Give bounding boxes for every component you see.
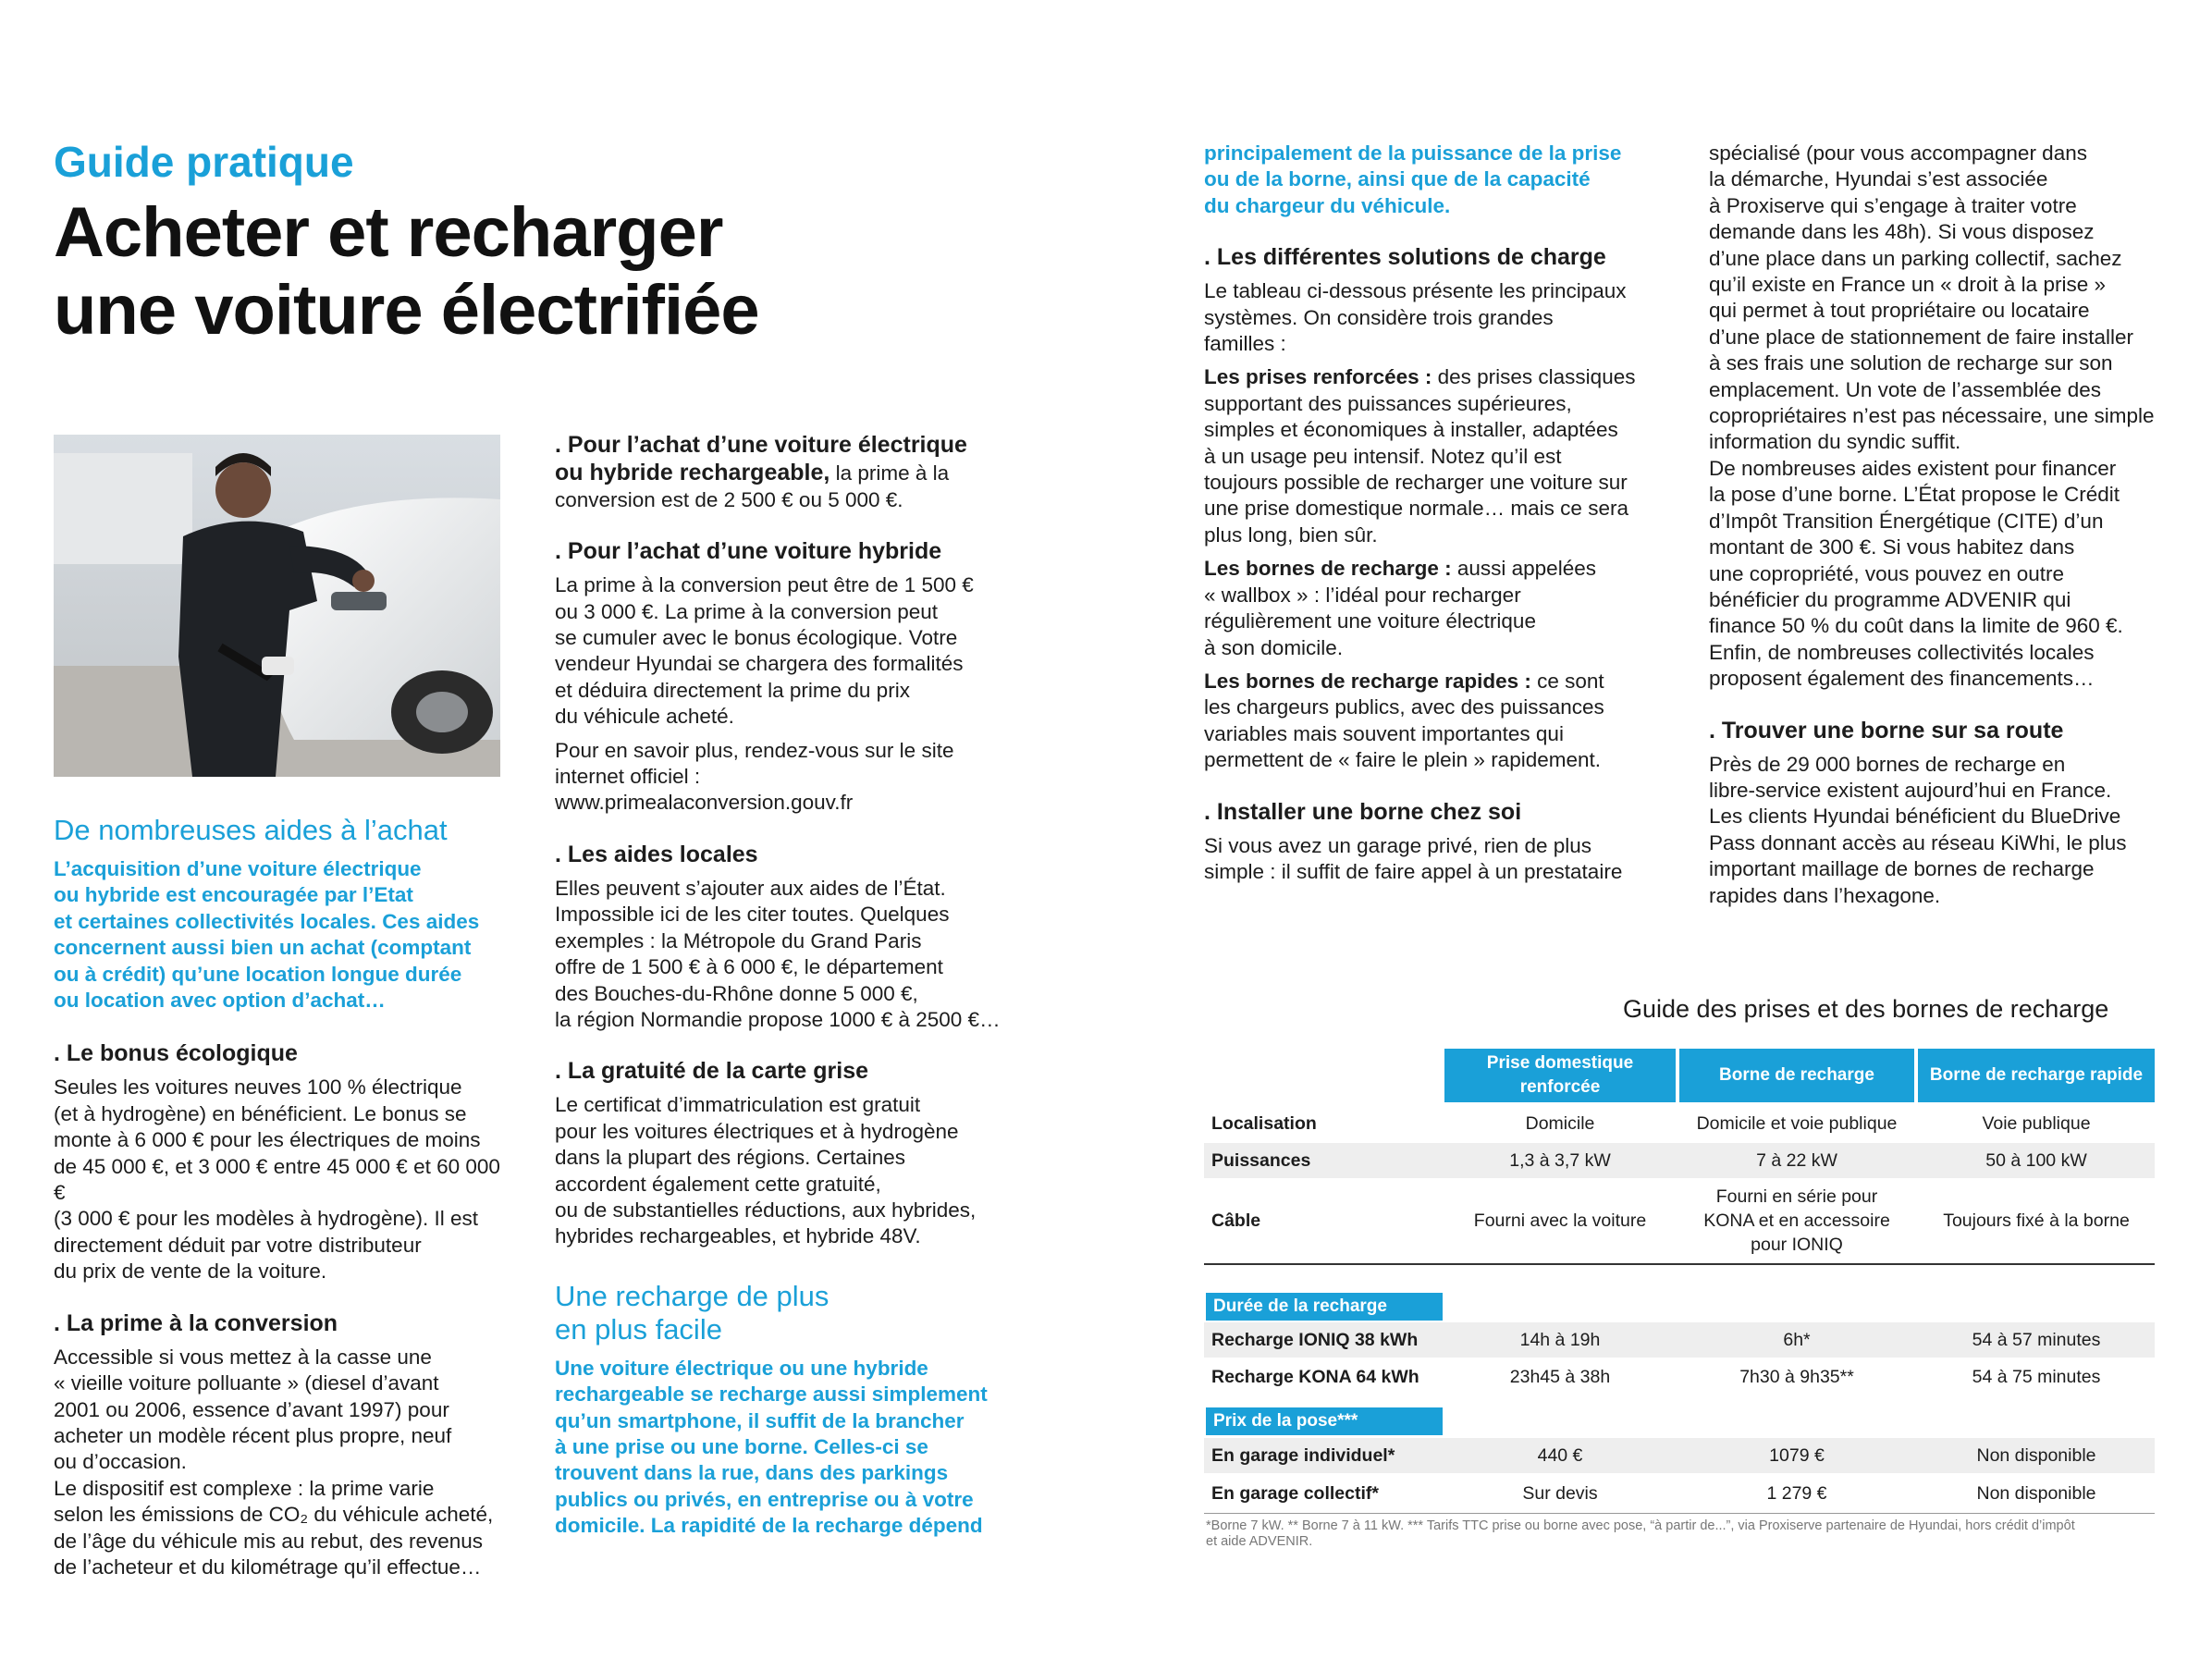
rapides-paragraph	[1204, 669, 1657, 774]
column-installation	[1709, 141, 2162, 916]
table-section-duree: Durée de la recharge	[1206, 1293, 1443, 1321]
bornes-label: Les bornes de recharge :	[1204, 557, 1452, 581]
prime-text: Accessible si vous mettez à la casse une « vieille voiture polluante » (diesel d’avant 2001 ou 2006, essence d’avant 1997) pour acheter un modèle récent plus propre, neuf ou d’occasion. Le dispositif est complexe : la prime varie selon les émissions de CO₂ du véhicule acheté, de l’âge du véhicule mis au rebut, des revenus de l’acheteur et du kilométrage qu’il effectue…	[54, 1345, 494, 1579]
table-header-borne: Borne de recharge	[1679, 1049, 1914, 1102]
elec-paragraph	[555, 431, 1008, 513]
table-row-garage-individuel	[1204, 1438, 2155, 1473]
table-cell: 1 279 €	[1766, 1483, 1827, 1504]
title-line-1: Acheter et recharger	[54, 193, 723, 272]
prises-text: des prises classiques supportant des puissances supérieures, simples et économiques à installer, adaptées à un usage peu intensif. Notez qu’il est toujours possible de recharger une voiture sur une prise domestique normale… mais ce sera plus long, bien sûr.	[1204, 365, 1636, 547]
table-bottom-rule	[1204, 1513, 2155, 1514]
solutions-text: Le tableau ci-dessous présente les principaux systèmes. On considère trois grandes familles :	[1204, 279, 1627, 356]
row-label: Localisation	[1211, 1113, 1317, 1134]
table-row-ioniq	[1204, 1322, 2155, 1358]
table-cell: 54 à 57 minutes	[1972, 1330, 2101, 1350]
column-aides	[54, 814, 516, 1588]
local-text: Elles peuvent s’ajouter aux aides de l’État. Impossible ici de les citer toutes. Quelques exemples : la Métropole du Grand Paris offre de 1 500 € à 6 000 €, le département des Bouches-du-Rhône donne 5 000 €, la région Normandie propose 1000 € à 2500 €…	[555, 876, 1001, 1031]
hybrid-title: . Pour l’achat d’une voiture hybride	[555, 538, 942, 565]
table-row-localisation	[1204, 1106, 2155, 1141]
column-primes	[555, 431, 1008, 1540]
photo-illustration	[54, 435, 500, 777]
table-row-puissances	[1204, 1143, 2155, 1178]
table-cell: 1,3 à 3,7 kW	[1509, 1150, 1611, 1171]
prises-paragraph	[1204, 364, 1657, 548]
table-header-prise: Prise domestique renforcée	[1444, 1049, 1676, 1102]
column-solutions	[1204, 141, 1657, 892]
table-row-kona	[1204, 1359, 2155, 1395]
route-title: . Trouver une borne sur sa route	[1709, 717, 2064, 743]
bornes-text: aussi appelées « wallbox » : l’idéal pour recharger régulièrement une voiture électrique à son domicile.	[1204, 557, 1596, 659]
table-cell: Non disponible	[1976, 1483, 2096, 1504]
table-footnote: *Borne 7 kW. ** Borne 7 à 11 kW. *** Tarifs TTC prise ou borne avec pose, “à partir de...”, via Proxiserve partenaire de Hyundai, hors crédit d’impôt et aide ADVENIR.	[1206, 1518, 2075, 1549]
section-heading-aides: De nombreuses aides à l’achat	[54, 814, 448, 846]
prises-label: Les prises renforcées :	[1204, 365, 1432, 389]
table-header-borne-rapide: Borne de recharge rapide	[1918, 1049, 2155, 1102]
hybrid-text: La prime à la conversion peut être de 1 500 € ou 3 000 €. La prime à la conversion peut se cumuler avec le bonus écologique. Votre vendeur Hyundai se chargera des formalités et déduira directement la prime du prix du véhicule acheté.	[555, 573, 974, 729]
table-cell: 54 à 75 minutes	[1972, 1367, 2101, 1387]
bornes-paragraph	[1204, 556, 1657, 661]
row-label: Puissances	[1211, 1150, 1311, 1171]
more-info-text: Pour en savoir plus, rendez-vous sur le site internet officiel : www.primealaconversion.gouv.fr	[555, 738, 954, 815]
installation-text: spécialisé (pour vous accompagner dans la démarche, Hyundai s’est associée à Proxiserve qui s’engage à traiter votre demande dans les 48h). Si vous disposez d’une place dans un parking collectif, sachez qu’il existe en France un « droit à la prise » qui permet à tout propriétaire ou locataire d’une place de stationnement de faire installer à ses frais une solution de recharge sur son emplacement. Un vote de l’assemblée des copropriétaires n’est pas nécessaire, une simple information du syndic suffit. De nombreuses aides existent pour financer la pose d’une borne. L’État propose le Crédit d’Impôt Transition Énergétique (CITE) d’un montant de 300 €. Si vous habitez dans une copropriété, vous pouvez en outre bénéficier du programme ADVENIR qui finance 50 % du coût dans la limite de 960 €. Enfin, de nombreuses collectivités locales proposent également des financements…	[1709, 141, 2155, 691]
hero-photo	[54, 435, 500, 777]
carte-grise-title: . La gratuité de la carte grise	[555, 1058, 869, 1085]
row-label: Recharge IONIQ 38 kWh	[1211, 1330, 1419, 1350]
row-label: En garage collectif*	[1211, 1483, 1379, 1504]
table-cell: Toujours fixé à la borne	[1943, 1210, 2130, 1231]
solutions-title: . Les différentes solutions de charge	[1204, 244, 1606, 271]
table-cell: Sur devis	[1522, 1483, 1598, 1504]
route-text: Près de 29 000 bornes de recharge en libre-service existent aujourd’hui en France. Les clients Hyundai bénéficient du BlueDrive Pass donnant accès au réseau KiWhi, le plus important maillage de bornes de recharge rapides dans l’hexagone.	[1709, 752, 2127, 907]
table-divider	[1204, 1263, 2155, 1265]
table-cell: Domicile	[1525, 1113, 1595, 1134]
table-cell: 6h*	[1783, 1330, 1811, 1350]
table-cell: 14h à 19h	[1519, 1330, 1601, 1350]
table-cell: 1079 €	[1769, 1445, 1825, 1466]
section-heading-recharge: Une recharge de plus en plus facile	[555, 1279, 830, 1346]
rapides-label: Les bornes de recharge rapides :	[1204, 669, 1531, 693]
rapides-text: ce sont les chargeurs publics, avec des puissances variables mais souvent importantes qui permettent de « faire le plein » rapidement.	[1204, 669, 1604, 772]
row-label: Câble	[1211, 1210, 1261, 1231]
title-line-2: une voiture électrifiée	[54, 271, 759, 350]
table-cell: 7 à 22 kW	[1756, 1150, 1837, 1171]
table-cell: Non disponible	[1976, 1445, 2096, 1466]
carte-grise-text: Le certificat d’immatriculation est gratuit pour les voitures électriques et à hydrogène dans la plupart des régions. Certaines accordent également cette gratuité, ou de substantielles réductions, aux hybrides, hybrides rechargeables, et hybride 48V.	[555, 1093, 977, 1248]
table-row-garage-collectif	[1204, 1476, 2155, 1511]
kicker: Guide pratique	[54, 138, 354, 186]
table-cell: 50 à 100 kW	[1985, 1150, 2087, 1171]
bonus-title: . Le bonus écologique	[54, 1040, 298, 1067]
table-cell: Fourni en série pour KONA et en accessoire pour IONIQ	[1703, 1186, 1890, 1255]
table-title: Guide des prises et des bornes de recharge	[1623, 995, 2109, 1023]
page-title	[54, 194, 759, 350]
table-cell: Voie publique	[1982, 1113, 2091, 1134]
elec-title: . Pour l’achat d’une voiture électrique ou hybride rechargeable,	[555, 432, 967, 486]
install-title: . Installer une borne chez soi	[1204, 798, 1522, 825]
row-label: Recharge KONA 64 kWh	[1211, 1367, 1419, 1387]
bonus-text: Seules les voitures neuves 100 % électrique (et à hydrogène) en bénéficient. Le bonus se monte à 6 000 € pour les électriques de moins de 45 000 €, et 3 000 € entre 45 000 € et 60 000 € (3 000 € pour les modèles à hydrogène). Il est directement déduit par votre distributeur du prix de vente de la voiture.	[54, 1075, 500, 1284]
table-section-prix: Prix de la pose***	[1206, 1407, 1443, 1435]
table-cell: 440 €	[1537, 1445, 1583, 1466]
elec-text: la prime à la conversion est de 2 500 € ou 5 000 €.	[555, 461, 950, 511]
table-cell: Fourni avec la voiture	[1473, 1210, 1647, 1231]
recharge-lead: Une voiture électrique ou une hybride rechargeable se recharge aussi simplement qu’un smartphone, il suffit de la brancher à une prise ou une borne. Celles-ci se trouvent dans la rue, dans des parkings publics ou privés, en entreprise ou à votre domicile. La rapidité de la recharge dépend	[555, 1356, 988, 1538]
table-cell: Domicile et voie publique	[1696, 1113, 1898, 1134]
table-row-cable	[1204, 1182, 2155, 1260]
table-cell: 23h45 à 38h	[1509, 1367, 1611, 1387]
local-title: . Les aides locales	[555, 841, 758, 867]
recharge-lead-continued: principalement de la puissance de la prise ou de la borne, ainsi que de la capacité du chargeur du véhicule.	[1204, 141, 1622, 217]
prime-title: . La prime à la conversion	[54, 1309, 338, 1336]
row-label: En garage individuel*	[1211, 1445, 1395, 1466]
table-cell: 7h30 à 9h35**	[1739, 1367, 1854, 1387]
install-text: Si vous avez un garage privé, rien de plus simple : il suffit de faire appel à un prestataire	[1204, 833, 1623, 883]
aides-lead: L’acquisition d’une voiture électrique ou hybride est encouragée par l’Etat et certaines collectivités locales. Ces aides concernent aussi bien un achat (comptant ou à crédit) qu’une location longue durée ou location avec option d’achat…	[54, 857, 480, 1013]
